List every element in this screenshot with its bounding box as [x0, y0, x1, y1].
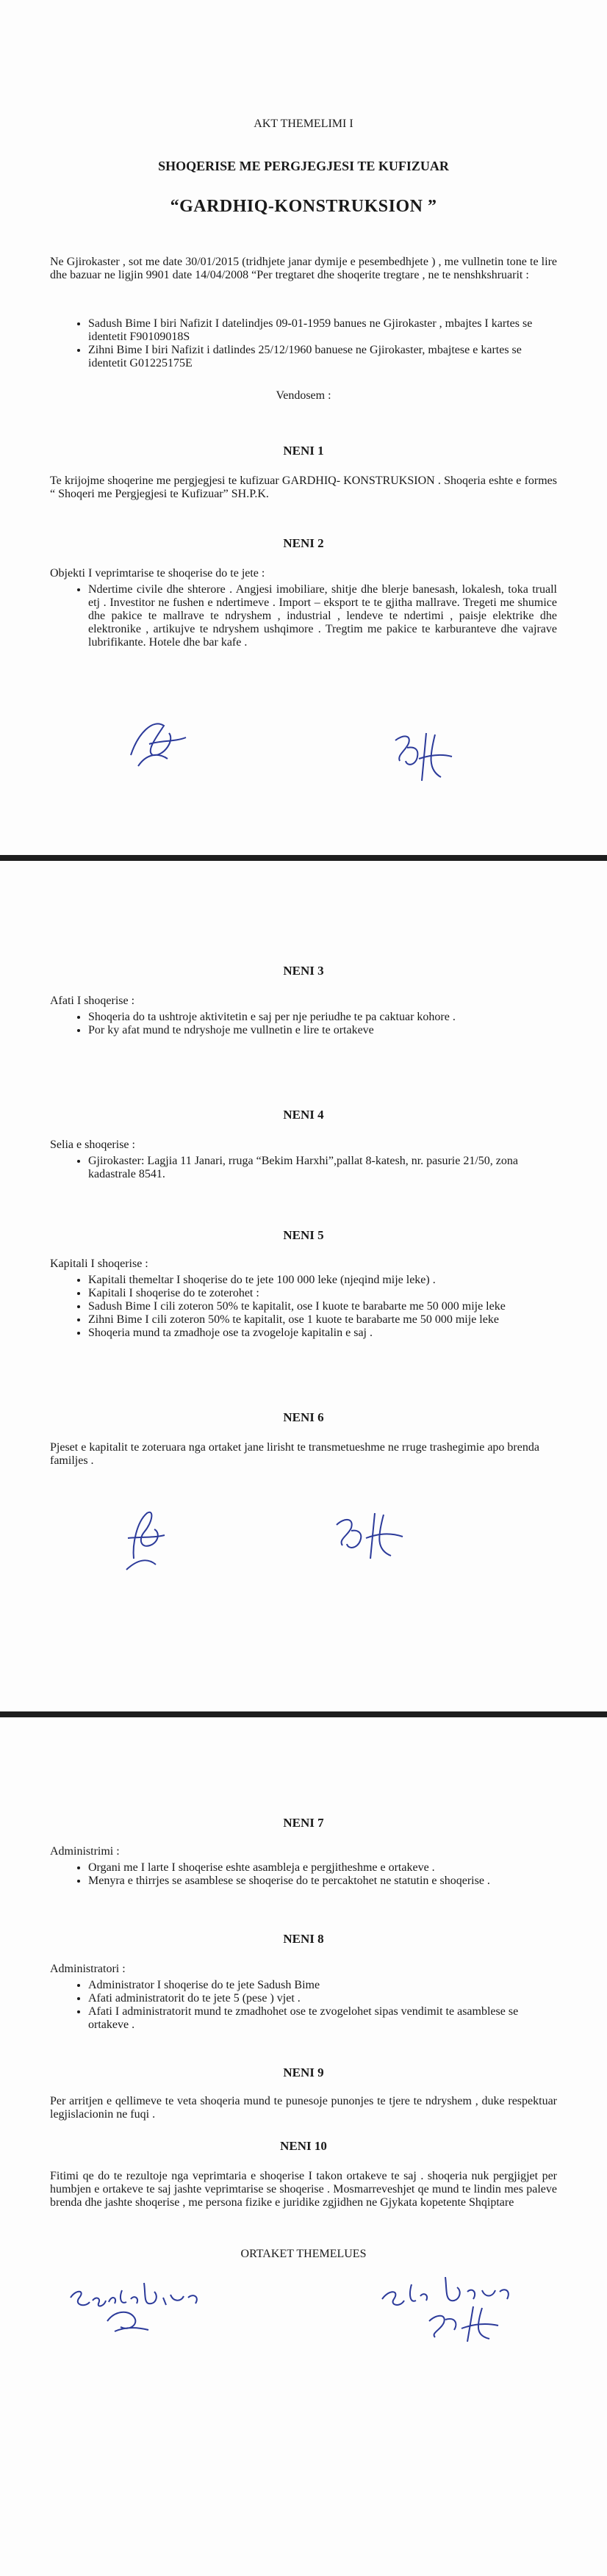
- founder-item: • Sadush Bime I biri Nafizit I datelindjes 09-01-1959 banues ne Gjirokaster , mbajtes I kartes se identetit F90109018S: [88, 317, 557, 344]
- intro-paragraph: Ne Gjirokaster , sot me date 30/01/2015 (tridhjete janar dymije e pesembedhjete ) , me vullnetin tone te lire dhe bazuar ne ligjin 9901 date 14/04/2008 “Per tregtaret dhe shoqerite tregtare , ne te nenshkshruarit :: [50, 256, 557, 281]
- neni4-intro: Selia e shoqerise :: [50, 1139, 135, 1151]
- neni5-item: • Kapitali I shoqerise do te zoterohet :: [88, 1287, 557, 1300]
- neni5-heading: NENI 5: [283, 1228, 324, 1242]
- vendosem-label: Vendosem :: [276, 389, 331, 402]
- neni9-text: Per arritjen e qellimeve te veta shoqeria mund te punesoje punonjes te tjere te ndryshem , duke respektuar legjislacionin ne fuqi .: [50, 2095, 557, 2121]
- ortaket-heading: ORTAKET THEMELUES: [240, 2248, 367, 2260]
- neni4-list: [50, 1155, 557, 1181]
- neni8-list: [50, 1979, 557, 2032]
- neni5-item: • Sadush Bime I cili zoteron 50% te kapitalit, ose I kuote te barabarte me 50 000 mije leke: [88, 1300, 557, 1313]
- neni3-heading: NENI 3: [283, 964, 324, 978]
- neni2-list: [50, 583, 557, 649]
- neni7-item: • Organi me I larte I shoqerise eshte asambleja e pergjitheshme e ortakeve .: [88, 1861, 557, 1875]
- neni4-heading: NENI 4: [283, 1108, 324, 1122]
- neni5-item: • Shoqeria mund ta zmadhoje ose ta zvogeloje kapitalin e saj .: [88, 1327, 557, 1340]
- signature-sadush-bime: [63, 2268, 210, 2342]
- neni5-item: • Kapitali themeltar I shoqerise do te jete 100 000 leke (njeqind mije leke) .: [88, 1274, 557, 1287]
- neni2-intro: Objekti I veprimtarise te shoqerise do te jete :: [50, 567, 265, 580]
- neni5-list: [50, 1274, 557, 1340]
- neni3-intro: Afati I shoqerise :: [50, 995, 135, 1007]
- signature-initial-left: [112, 1500, 178, 1573]
- neni10-text: Fitimi qe do te rezultoje nga veprimtaria e shoqerise I takon ortakeve te saj . shoqeria nuk pergjigjet per humbjen e ortakeve te saj jashte veprimtarise se shoqerise . Mosmarreveshjet qe mund te lindin mes paleve brenda dhe jashte shoqerise , me persona fizike e juridike zgjidhen ne Gjykata kopetente Shqiptare: [50, 2170, 557, 2209]
- neni10-heading: NENI 10: [280, 2139, 327, 2153]
- document-page-3: [0, 1717, 607, 2576]
- neni2-item: • Ndertime civile dhe shterore . Angjesi imobiliare, shitje dhe blerje banesash, lokalesh, toka truall etj . Investitor ne fushen e ndertimeve . Import – eksport te te gjitha mallrave. Tregeti me shumice dhe pakice te mallrave te ndryshem , industrial , lendeve te ndertimi , paisje elektrike dhe elektronike , artikujve te ndryshem ushqimore . Tregtim me pakice te karburanteve dhe vajrave lubrifikante. Hotele dhe bar kafe .: [88, 583, 557, 649]
- neni8-intro: Administratori :: [50, 1963, 126, 1975]
- act-title: AKT THEMELIMI I: [254, 118, 353, 130]
- neni3-item: • Shoqeria do ta ushtroje aktivitetin e saj per nje periudhe te pa caktuar kohore .: [88, 1011, 557, 1024]
- company-type-title: SHOQERISE ME PERGJEGJESI TE KUFIZUAR: [158, 159, 449, 173]
- company-name-title: “GARDHIQ-KONSTRUKSION ”: [170, 197, 437, 216]
- neni7-list: [50, 1861, 557, 1888]
- signature-initial-right: [329, 1507, 417, 1566]
- document-page-2: [0, 861, 607, 1711]
- neni8-heading: NENI 8: [283, 1932, 324, 1946]
- neni1-heading: NENI 1: [283, 444, 324, 458]
- founders-list: [50, 317, 557, 370]
- neni5-intro: Kapitali I shoqerise :: [50, 1258, 148, 1270]
- document-page-1: [0, 0, 607, 855]
- founder-item: • Zihni Bime I biri Nafizit i datlindes 25/12/1960 banuese ne Gjirokaster, mbajtese e kartes se identetit G01225175E: [88, 344, 557, 370]
- neni7-intro: Administrimi :: [50, 1845, 120, 1858]
- signature-initial-right: [389, 726, 470, 784]
- neni9-heading: NENI 9: [283, 2066, 324, 2079]
- neni8-item: • Administrator I shoqerise do te jete Sadush Bime: [88, 1979, 557, 1992]
- signature-initial-left: [123, 711, 197, 770]
- neni1-text: Te krijojme shoqerine me pergjegjesi te kufizuar GARDHIQ- KONSTRUKSION . Shoqeria eshte e formes “ Shoqeri me Pergjegjesi te Kufizuar” SH.P.K.: [50, 475, 557, 500]
- neni2-heading: NENI 2: [283, 536, 324, 550]
- neni4-item: • Gjirokaster: Lagjia 11 Janari, rruga “Bekim Harxhi”,pallat 8-katesh, nr. pasurie 21/50, zona kadastrale 8541.: [88, 1155, 557, 1181]
- neni7-item: • Menyra e thirrjes se asamblese se shoqerise do te percaktohet ne statutin e shoqerise .: [88, 1875, 557, 1888]
- neni6-heading: NENI 6: [283, 1410, 324, 1424]
- neni3-list: [50, 1011, 557, 1037]
- neni7-heading: NENI 7: [283, 1816, 324, 1830]
- neni6-text: Pjeset e kapitalit te zoteruara nga ortaket jane lirisht te transmetueshme ne rruge trashegimie apo brenda familjes .: [50, 1441, 539, 1467]
- neni8-item: • Afati administratorit do te jete 5 (pese ) vjet .: [88, 1992, 557, 2005]
- signature-zihni-bime: [375, 2262, 536, 2343]
- neni3-item: • Por ky afat mund te ndryshoje me vullnetin e lire te ortakeve: [88, 1024, 557, 1037]
- neni5-item: • Zihni Bime I cili zoteron 50% te kapitalit, ose 1 kuote te barabarte me 50 000 mije leke: [88, 1313, 557, 1327]
- neni8-item: • Afati I administratorit mund te zmadhohet ose te zvogelohet sipas vendimit te asamblese se ortakeve .: [88, 2005, 557, 2032]
